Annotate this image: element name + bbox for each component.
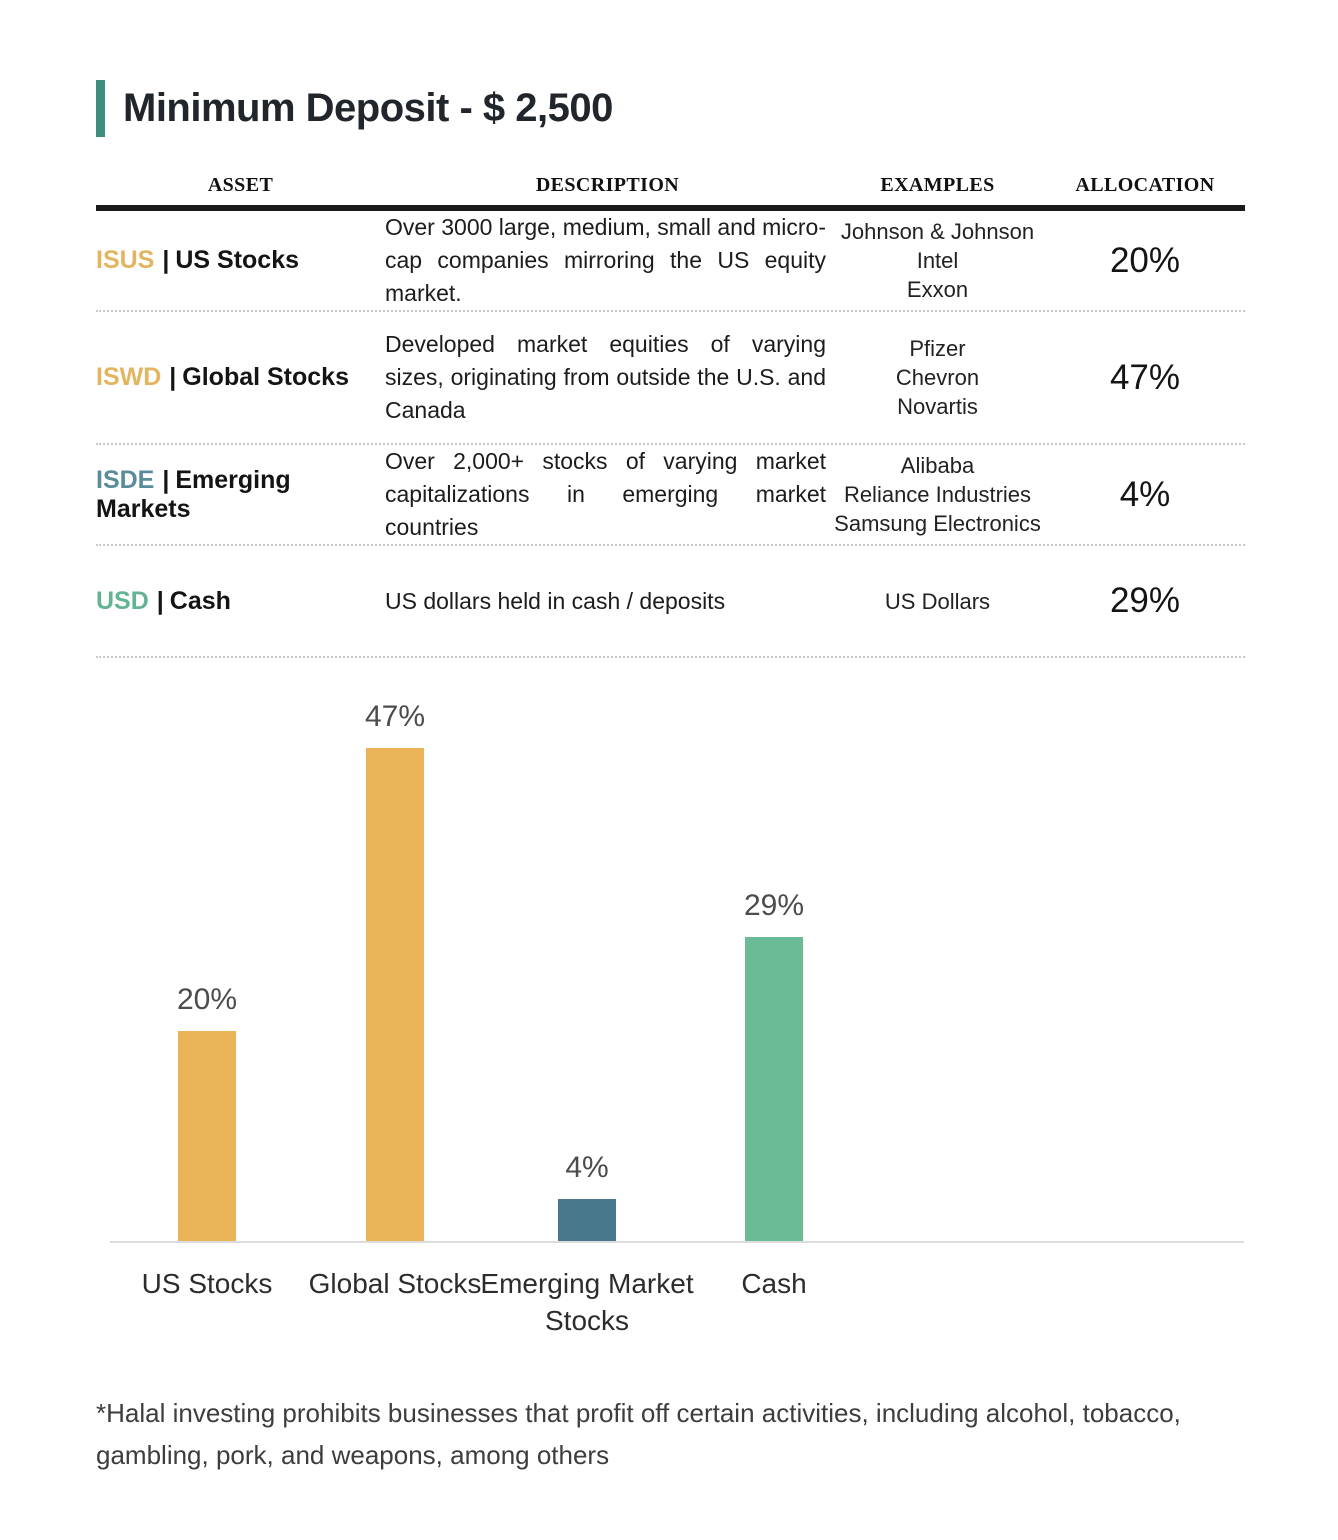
asset-cell	[96, 363, 385, 392]
example-item: Intel	[916, 248, 959, 273]
ticker-separator: |	[162, 465, 170, 494]
example-item: Johnson & Johnson	[840, 219, 1035, 244]
description-cell: US dollars held in cash / deposits	[385, 587, 726, 614]
asset-cell	[96, 466, 385, 524]
ticker-separator: |	[156, 586, 164, 615]
table-header-row	[96, 174, 1245, 197]
ticker-separator: |	[162, 246, 170, 274]
category-label: Global Stocks	[308, 1268, 482, 1299]
allocation-table	[96, 174, 1245, 658]
description-cell: Over 2,000+ stocks of varying market capitalizations in emerging market countries	[385, 448, 826, 540]
halal-footnote: *Halal investing prohibits businesses that profit off certain activities, including alcohol, tobacco, gambling, pork, and weapons, among others	[96, 1398, 1181, 1470]
column-header-examples: EXAMPLES	[880, 174, 995, 196]
examples-cell	[830, 217, 1045, 304]
table-row	[96, 546, 1245, 658]
asset-name: US Stocks	[175, 246, 300, 274]
ticker-label: ISDE	[96, 465, 155, 494]
example-item: Samsung Electronics	[834, 511, 1041, 536]
bar-value-label: 29%	[743, 888, 805, 922]
ticker-label: ISWD	[96, 363, 162, 391]
example-item: Exxon	[906, 277, 969, 302]
example-item: US Dollars	[884, 588, 991, 614]
title-block	[96, 80, 613, 137]
allocation-value: 47%	[1109, 357, 1181, 397]
ticker-label: USD	[96, 586, 149, 615]
allocation-value: 4%	[1119, 474, 1171, 514]
example-item: Reliance Industries	[843, 482, 1032, 507]
column-header-allocation: ALLOCATION	[1075, 174, 1215, 196]
bar-global-stocks	[366, 748, 424, 1242]
bar-value-label: 4%	[565, 1151, 609, 1184]
asset-name: Emerging Markets	[96, 465, 291, 523]
bar-emerging-market-stocks	[558, 1199, 616, 1241]
allocation-bar-chart	[110, 683, 1244, 1243]
bar-cash	[745, 937, 803, 1242]
ticker-label: ISUS	[96, 246, 155, 274]
examples-cell	[830, 587, 1045, 616]
column-header-asset: ASSET	[207, 174, 274, 196]
examples-cell	[830, 334, 1045, 421]
table-row	[96, 445, 1245, 546]
allocation-value: 20%	[1109, 240, 1181, 280]
page-title: Minimum Deposit - $ 2,500	[123, 86, 613, 130]
asset-name: Cash	[169, 586, 231, 615]
category-label: Emerging Market Stocks	[480, 1268, 694, 1336]
example-item: Chevron	[895, 365, 980, 390]
bar-us-stocks	[178, 1031, 236, 1241]
category-label: US Stocks	[141, 1268, 273, 1299]
bar-value-label: 47%	[364, 699, 426, 733]
title-accent-bar	[96, 80, 105, 137]
example-item: Alibaba	[900, 453, 975, 478]
example-item: Novartis	[897, 394, 978, 419]
column-header-description: DESCRIPTION	[535, 174, 680, 196]
table-row	[96, 312, 1245, 445]
table-row	[96, 211, 1245, 312]
asset-cell	[96, 246, 385, 275]
chart-category-labels	[110, 1265, 1244, 1375]
examples-cell	[830, 451, 1045, 538]
description-cell: Developed market equities of varying sizes, originating from outside the U.S. and Canada	[385, 331, 826, 423]
bar-value-label: 20%	[176, 983, 238, 1016]
description-cell: Over 3000 large, medium, small and micro-cap companies mirroring the US equity market.	[385, 214, 826, 306]
example-item: Pfizer	[909, 336, 966, 361]
asset-cell	[96, 587, 385, 616]
category-label: Cash	[741, 1268, 807, 1299]
ticker-separator: |	[169, 363, 177, 391]
x-axis-line	[110, 1241, 1244, 1243]
allocation-value: 29%	[1109, 581, 1181, 620]
asset-name: Global Stocks	[182, 363, 349, 391]
